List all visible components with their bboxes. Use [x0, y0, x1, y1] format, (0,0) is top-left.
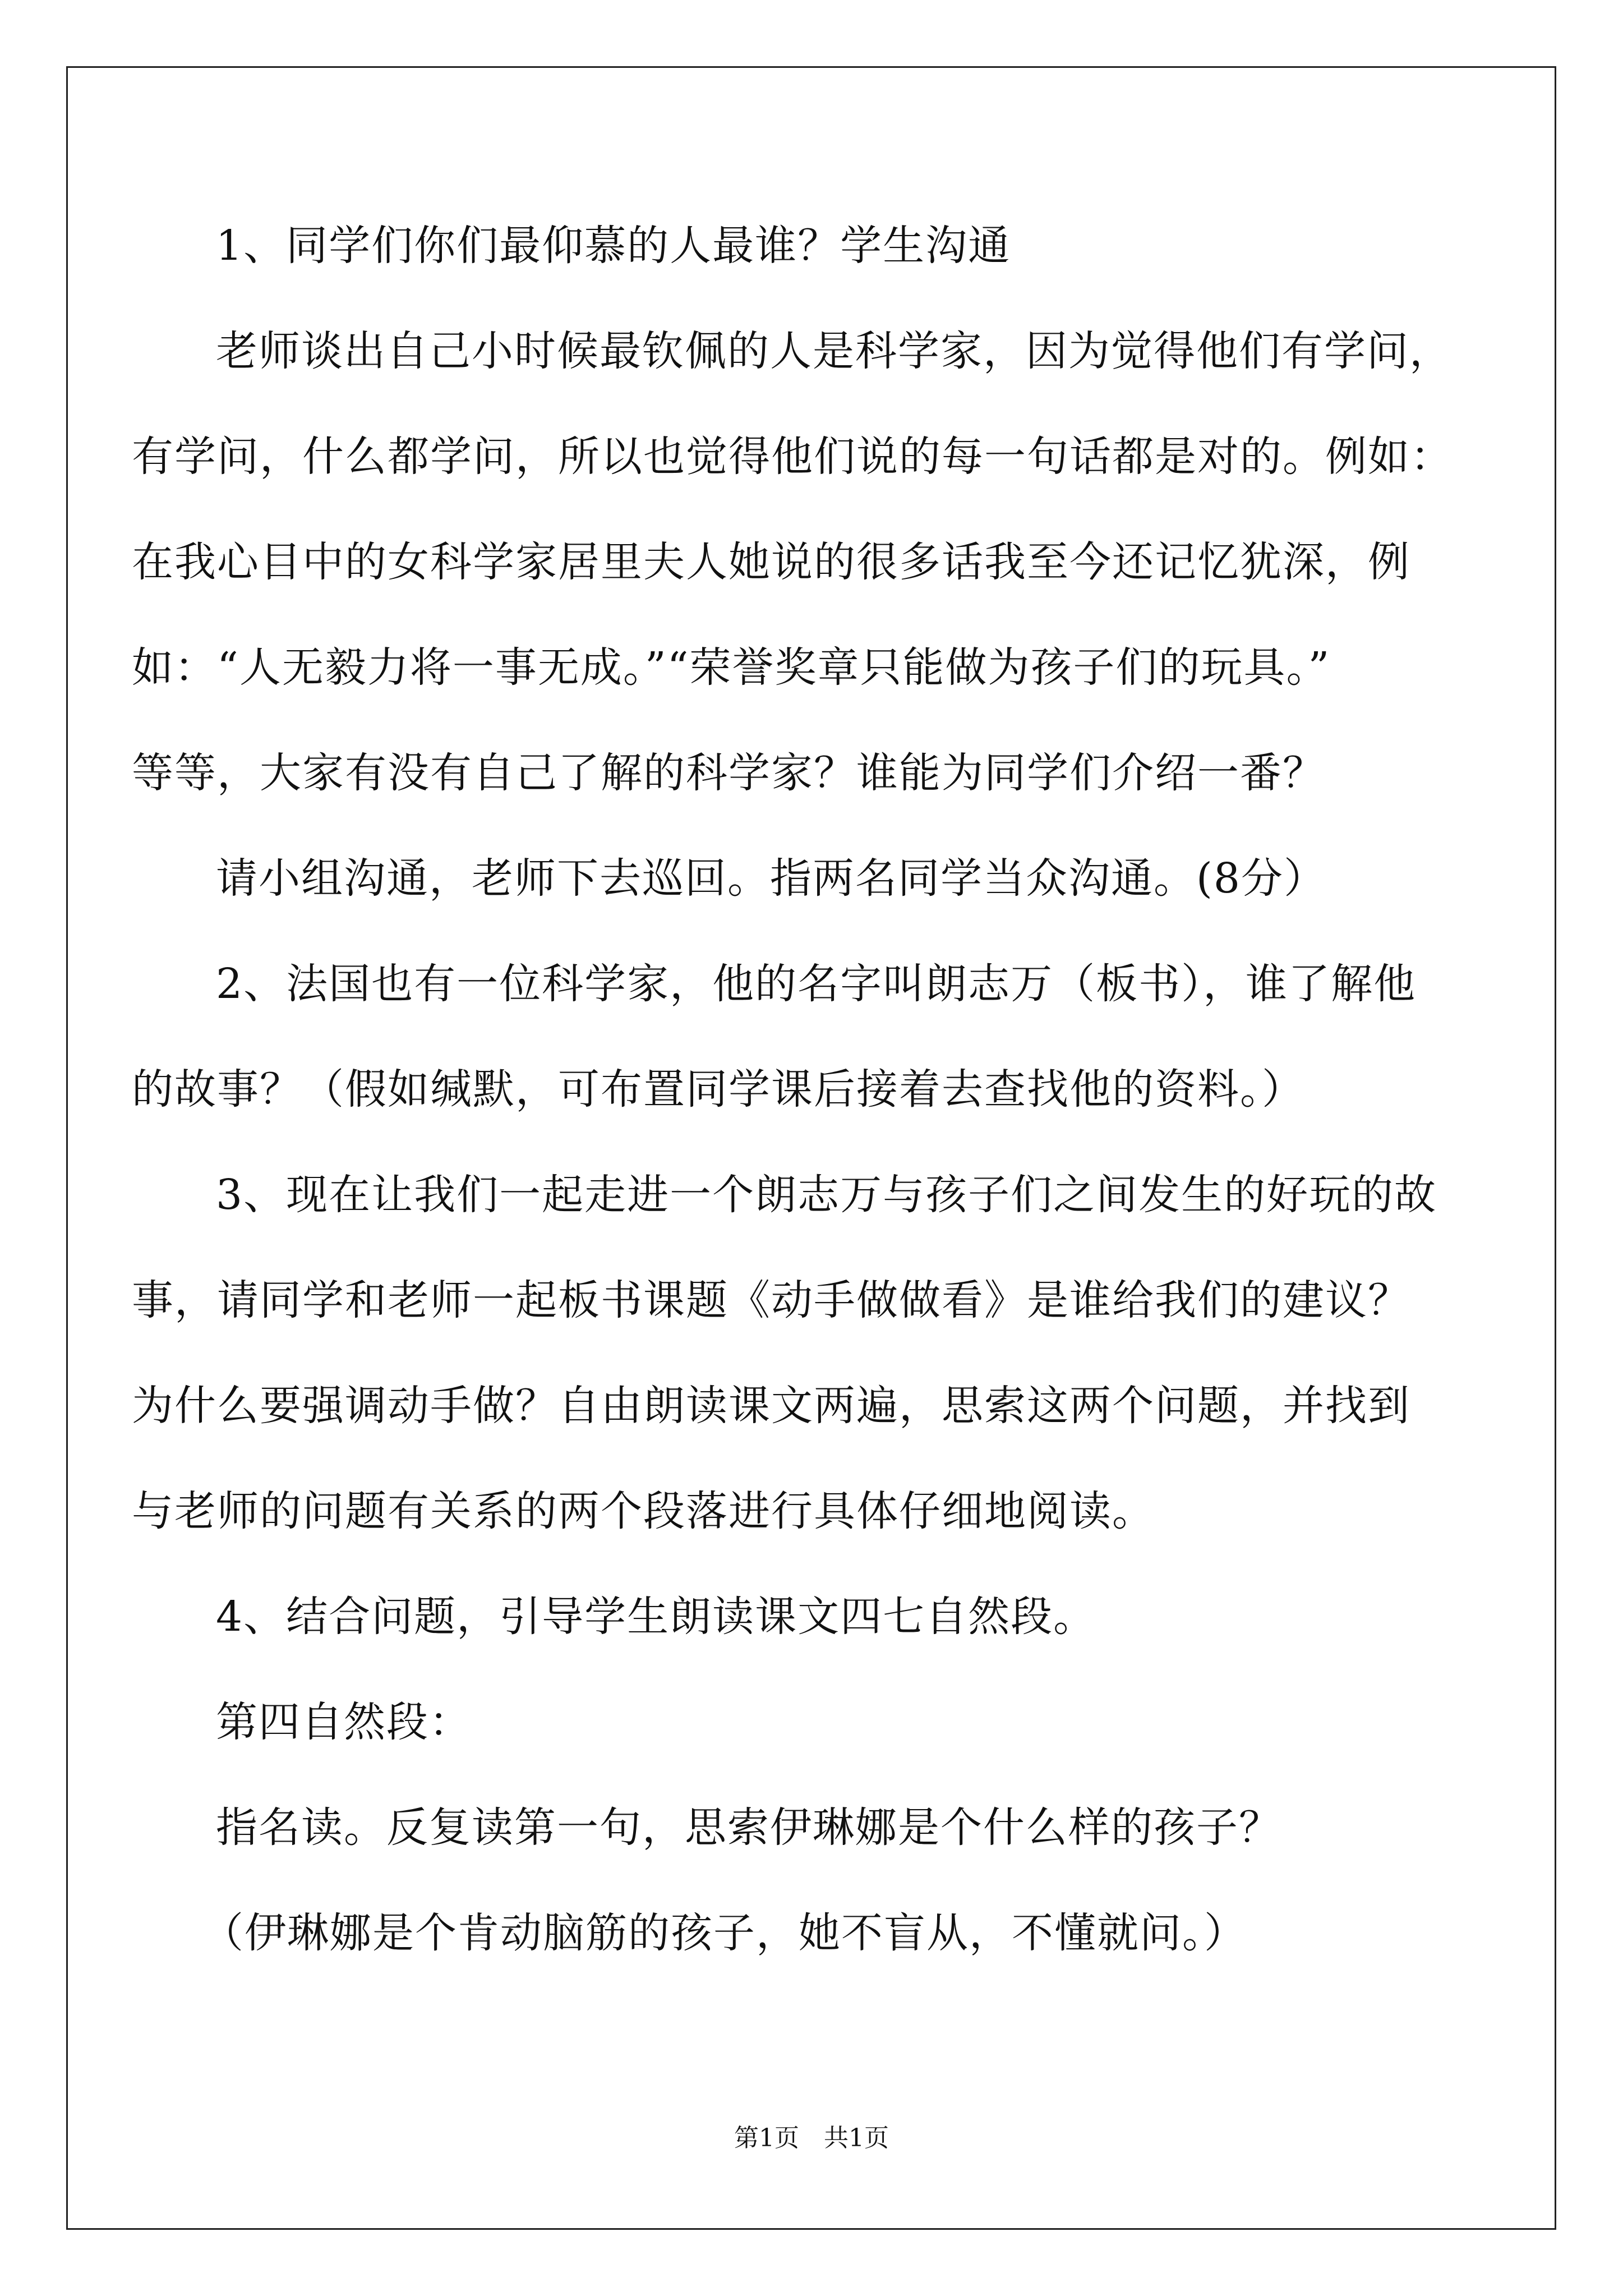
- text-line: 4、结合问题，引导学生朗读课文四七自然段。: [216, 1593, 1096, 1641]
- text-line: 为什么要强调动手做？自由朗读课文两遍，思索这两个问题，并找到: [132, 1382, 1410, 1430]
- text-line: 第四自然段：: [216, 1698, 472, 1746]
- text-line: 1、同学们你们最仰慕的人最谁？学生沟通: [216, 222, 1011, 270]
- paragraph-1: [132, 193, 1478, 298]
- text-line: 在我心目中的女科学家居里夫人她说的很多话我至今还记忆犹深，例: [132, 538, 1410, 586]
- text-line: 3、现在让我们一起走进一个朗志万与孩子们之间发生的好玩的故: [216, 1171, 1437, 1219]
- text-line: 请小组沟通，老师下去巡回。指两名同学当众沟通。(8分）: [216, 854, 1326, 903]
- paragraph-2: [132, 298, 1478, 826]
- paragraph-8: [132, 1775, 1478, 1880]
- paragraph-4: [132, 931, 1478, 1142]
- text-line: 的故事？（假如缄默，可布置同学课后接着去查找他的资料。）: [132, 1065, 1304, 1114]
- text-line: 如：“人无毅力将一事无成。”“荣誉奖章只能做为孩子们的玩具。”: [132, 643, 1331, 692]
- text-line: 2、法国也有一位科学家，他的名字叫朗志万（板书），谁了解他: [216, 960, 1417, 1008]
- paragraph-9: [132, 1880, 1478, 1986]
- paragraph-5: [132, 1142, 1478, 1564]
- text-line: 指名读。反复读第一句，思索伊琳娜是个什么样的孩子？: [216, 1803, 1281, 1852]
- paragraph-6: [132, 1564, 1478, 1669]
- paragraph-7: [132, 1669, 1478, 1775]
- page-number: 第1页 共1页: [734, 2124, 889, 2152]
- text-line: 与老师的问题有关系的两个段落进行具体仔细地阅读。: [132, 1487, 1155, 1535]
- text-line: 老师谈出自己小时候最钦佩的人是科学家，因为觉得他们有学问，: [216, 327, 1452, 375]
- text-line: 等等，大家有没有自己了解的科学家？谁能为同学们介绍一番？: [132, 749, 1325, 797]
- text-line: 事，请同学和老师一起板书课题《动手做做看》是谁给我们的建议？: [132, 1276, 1410, 1324]
- text-line: （伊琳娜是个肯动脑筋的孩子，她不盲从，不懂就问。）: [202, 1909, 1247, 1957]
- paragraph-3: [132, 826, 1478, 931]
- text-line: 有学问，什么都学问，所以也觉得他们说的每一句话都是对的。例如：: [132, 432, 1453, 481]
